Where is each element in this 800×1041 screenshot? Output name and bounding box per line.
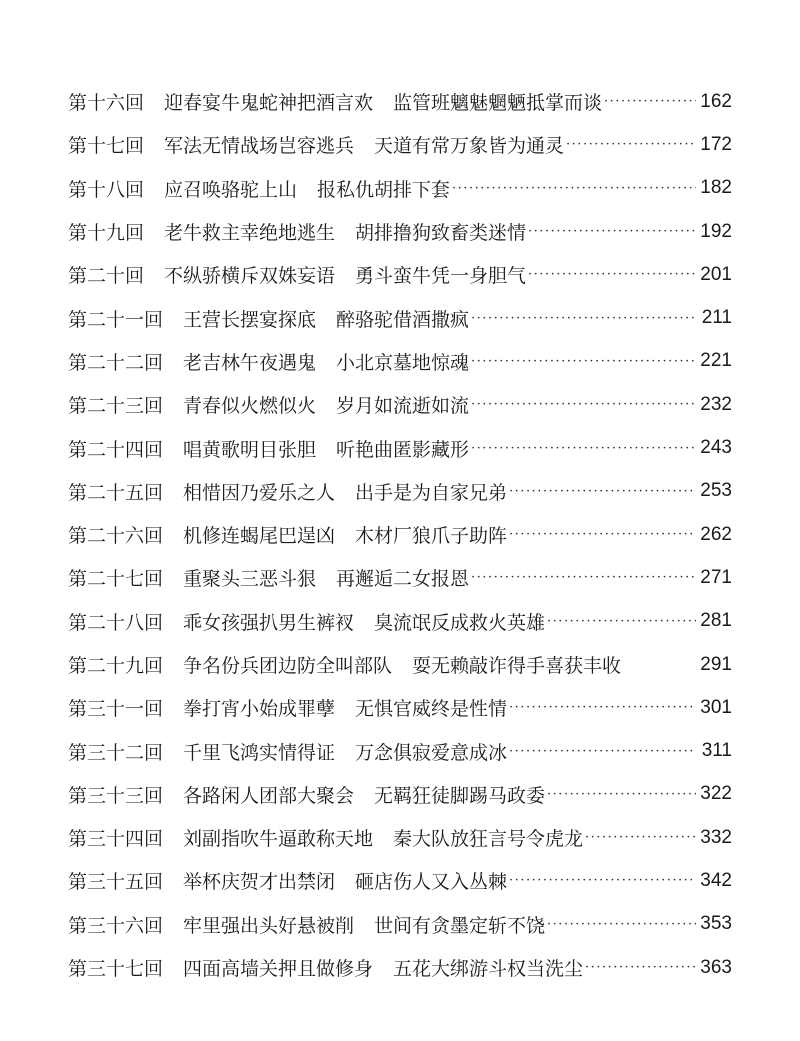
toc-entry[interactable] <box>68 600 732 643</box>
chapter-title-second-line: 万念俱寂爱意成冰 <box>355 741 508 764</box>
dot-leader <box>566 138 696 151</box>
toc-entry[interactable] <box>68 80 732 123</box>
dot-leader <box>509 745 696 758</box>
dot-leader <box>471 398 696 411</box>
chapter-title-first-line: 争名份兵团边防全叫部队 <box>183 655 393 677</box>
page-number: 162 <box>700 90 732 112</box>
chapter-title-first-line: 重聚头三恶斗狠 <box>183 568 317 591</box>
page-number: 353 <box>700 913 732 935</box>
chapter-title-second-line: 听艳曲匿影藏形 <box>336 438 470 461</box>
chapter-title-first-line: 拳打宵小始成罪孽 <box>183 698 336 721</box>
dot-leader <box>471 355 696 368</box>
page-number: 253 <box>700 480 732 502</box>
chapter-number: 第二十八回 <box>68 611 164 634</box>
dot-leader <box>547 788 696 801</box>
chapter-title-second-line: 秦大队放狂言号令虎龙 <box>393 828 584 851</box>
chapter-number: 第二十回 <box>68 265 145 288</box>
dot-leader <box>604 95 696 108</box>
page-number: 332 <box>700 826 732 848</box>
chapter-title-first-line: 军法无情战场岂容逃兵 <box>164 135 355 158</box>
chapter-title-first-line: 应召唤骆驼上山 <box>164 178 298 201</box>
chapter-number: 第三十七回 <box>68 958 164 981</box>
dot-leader <box>509 701 696 714</box>
chapter-title-second-line: 木材厂狼爪子助阵 <box>355 525 508 548</box>
toc-entry[interactable] <box>68 167 732 210</box>
chapter-number: 第十七回 <box>68 135 145 158</box>
toc-entry[interactable] <box>68 123 732 166</box>
chapter-title-second-line: 醉骆驼借酒撒疯 <box>336 308 470 331</box>
chapter-title-second-line: 小北京墓地惊魂 <box>336 351 470 374</box>
chapter-title-second-line: 胡排撸狗致畜类迷情 <box>355 222 527 245</box>
toc-entry[interactable] <box>68 946 732 989</box>
chapter-title-first-line: 相惜因乃爱乐之人 <box>183 481 336 504</box>
chapter-number: 第三十六回 <box>68 914 164 937</box>
chapter-title-second-line: 出手是为自家兄弟 <box>355 481 508 504</box>
page-number: 271 <box>700 566 732 588</box>
dot-leader <box>509 485 696 498</box>
chapter-title-second-line: 砸店伤人又入丛棘 <box>355 871 508 894</box>
toc-entry[interactable] <box>68 470 732 513</box>
toc-entry[interactable] <box>68 513 732 556</box>
chapter-title-first-line: 乖女孩强扒男生裤衩 <box>183 611 355 634</box>
chapter-number: 第三十一回 <box>68 698 164 721</box>
dot-leader <box>471 571 696 584</box>
chapter-number: 第二十三回 <box>68 395 164 418</box>
toc-entry[interactable] <box>68 383 732 426</box>
toc-entry[interactable] <box>68 903 732 946</box>
toc-entry[interactable] <box>68 556 732 599</box>
chapter-title-second-line: 无羁狂徒脚踢马政委 <box>374 784 546 807</box>
chapter-title-first-line: 举杯庆贺才出禁闭 <box>183 871 336 894</box>
chapter-number: 第十六回 <box>68 92 145 115</box>
dot-leader <box>585 831 696 844</box>
page-number: 363 <box>700 956 732 978</box>
chapter-title-first-line: 唱黄歌明目张胆 <box>183 438 317 461</box>
chapter-title-first-line: 王营长摆宴探底 <box>183 308 317 331</box>
toc-entry[interactable] <box>68 859 732 902</box>
chapter-title-first-line: 不纵骄横斥双姝妄语 <box>164 265 336 288</box>
chapter-number: 第三十三回 <box>68 784 164 807</box>
dot-leader <box>452 182 696 195</box>
dot-leader <box>471 442 696 455</box>
page-number: 311 <box>701 740 732 762</box>
toc-entry[interactable] <box>68 340 732 383</box>
page-number: 172 <box>700 133 732 155</box>
chapter-title-first-line: 青春似火燃似火 <box>183 395 317 418</box>
chapter-number: 第三十二回 <box>68 741 164 764</box>
page-number: 221 <box>700 350 732 372</box>
chapter-title-first-line: 刘副指吹牛逼敢称天地 <box>183 828 374 851</box>
page-number: 232 <box>700 393 732 415</box>
toc-entry[interactable] <box>68 253 732 296</box>
chapter-title-first-line: 四面高墙关押且做修身 <box>183 958 374 981</box>
chapter-title-second-line: 岁月如流逝如流 <box>336 395 470 418</box>
chapter-title-second-line: 天道有常万象皆为通灵 <box>374 135 565 158</box>
chapter-number: 第二十四回 <box>68 438 164 461</box>
chapter-title-first-line: 迎春宴牛鬼蛇神把酒言欢 <box>164 92 374 115</box>
dot-leader <box>547 918 696 931</box>
page-number: 322 <box>700 783 732 805</box>
chapter-title-first-line: 牢里强出头好悬被削 <box>183 914 355 937</box>
chapter-title-first-line: 各路闲人团部大聚会 <box>183 784 355 807</box>
chapter-title-second-line: 再邂逅二女报恩 <box>336 568 470 591</box>
chapter-title-second-line: 世间有贪墨定斩不饶 <box>374 914 546 937</box>
dot-leader <box>471 312 696 325</box>
chapter-number: 第二十五回 <box>68 481 164 504</box>
page-number: 342 <box>700 869 732 891</box>
dot-leader <box>528 225 696 238</box>
chapter-number: 第十九回 <box>68 222 145 245</box>
chapter-number: 第三十四回 <box>68 828 164 851</box>
chapter-title-second-line: 五花大绑游斗权当洗尘 <box>393 958 584 981</box>
dot-leader <box>509 874 696 887</box>
dot-leader <box>585 961 696 974</box>
page-number: 211 <box>701 307 732 329</box>
page-number: 291 <box>700 653 732 675</box>
dot-leader <box>547 615 696 628</box>
toc-entry[interactable] <box>68 643 732 686</box>
toc-entry[interactable] <box>68 426 732 469</box>
page-number: 201 <box>700 263 732 285</box>
toc-entry[interactable] <box>68 686 732 729</box>
chapter-title-second-line: 臭流氓反成救火英雄 <box>374 611 546 634</box>
dot-leader <box>528 268 696 281</box>
table-of-contents <box>68 80 732 989</box>
chapter-number: 第二十二回 <box>68 351 164 374</box>
chapter-title-second-line: 勇斗蛮牛凭一身胆气 <box>355 265 527 288</box>
chapter-title-second-line: 无惧官威终是性情 <box>355 698 508 721</box>
page-number: 301 <box>700 696 732 718</box>
page-number: 262 <box>700 523 732 545</box>
chapter-number: 第三十五回 <box>68 871 164 894</box>
chapter-title-first-line: 千里飞鸿实情得证 <box>183 741 336 764</box>
chapter-number: 第十八回 <box>68 178 145 201</box>
page-number: 243 <box>700 437 732 459</box>
page-number: 192 <box>700 220 732 242</box>
chapter-number: 第二十九回 <box>68 655 164 677</box>
chapter-number: 第二十七回 <box>68 568 164 591</box>
toc-entry[interactable] <box>68 816 732 859</box>
chapter-title-second-line: 报私仇胡排下套 <box>317 178 451 201</box>
chapter-title-second-line: 耍无赖敲诈得手喜获丰收 <box>412 655 622 677</box>
page-number: 182 <box>700 177 732 199</box>
toc-entry[interactable] <box>68 729 732 772</box>
chapter-number: 第二十六回 <box>68 525 164 548</box>
page-number: 281 <box>700 610 732 632</box>
chapter-title-first-line: 老牛救主幸绝地逃生 <box>164 222 336 245</box>
chapter-number: 第二十一回 <box>68 308 164 331</box>
toc-entry[interactable] <box>68 773 732 816</box>
chapter-title-second-line: 监管班魑魅魍魉抵掌而谈 <box>393 92 603 115</box>
toc-entry[interactable] <box>68 210 732 253</box>
chapter-title-first-line: 机修连蝎尾巴逞凶 <box>183 525 336 548</box>
dot-leader <box>509 528 696 541</box>
toc-entry[interactable] <box>68 296 732 339</box>
chapter-title-first-line: 老吉林午夜遇鬼 <box>183 351 317 374</box>
